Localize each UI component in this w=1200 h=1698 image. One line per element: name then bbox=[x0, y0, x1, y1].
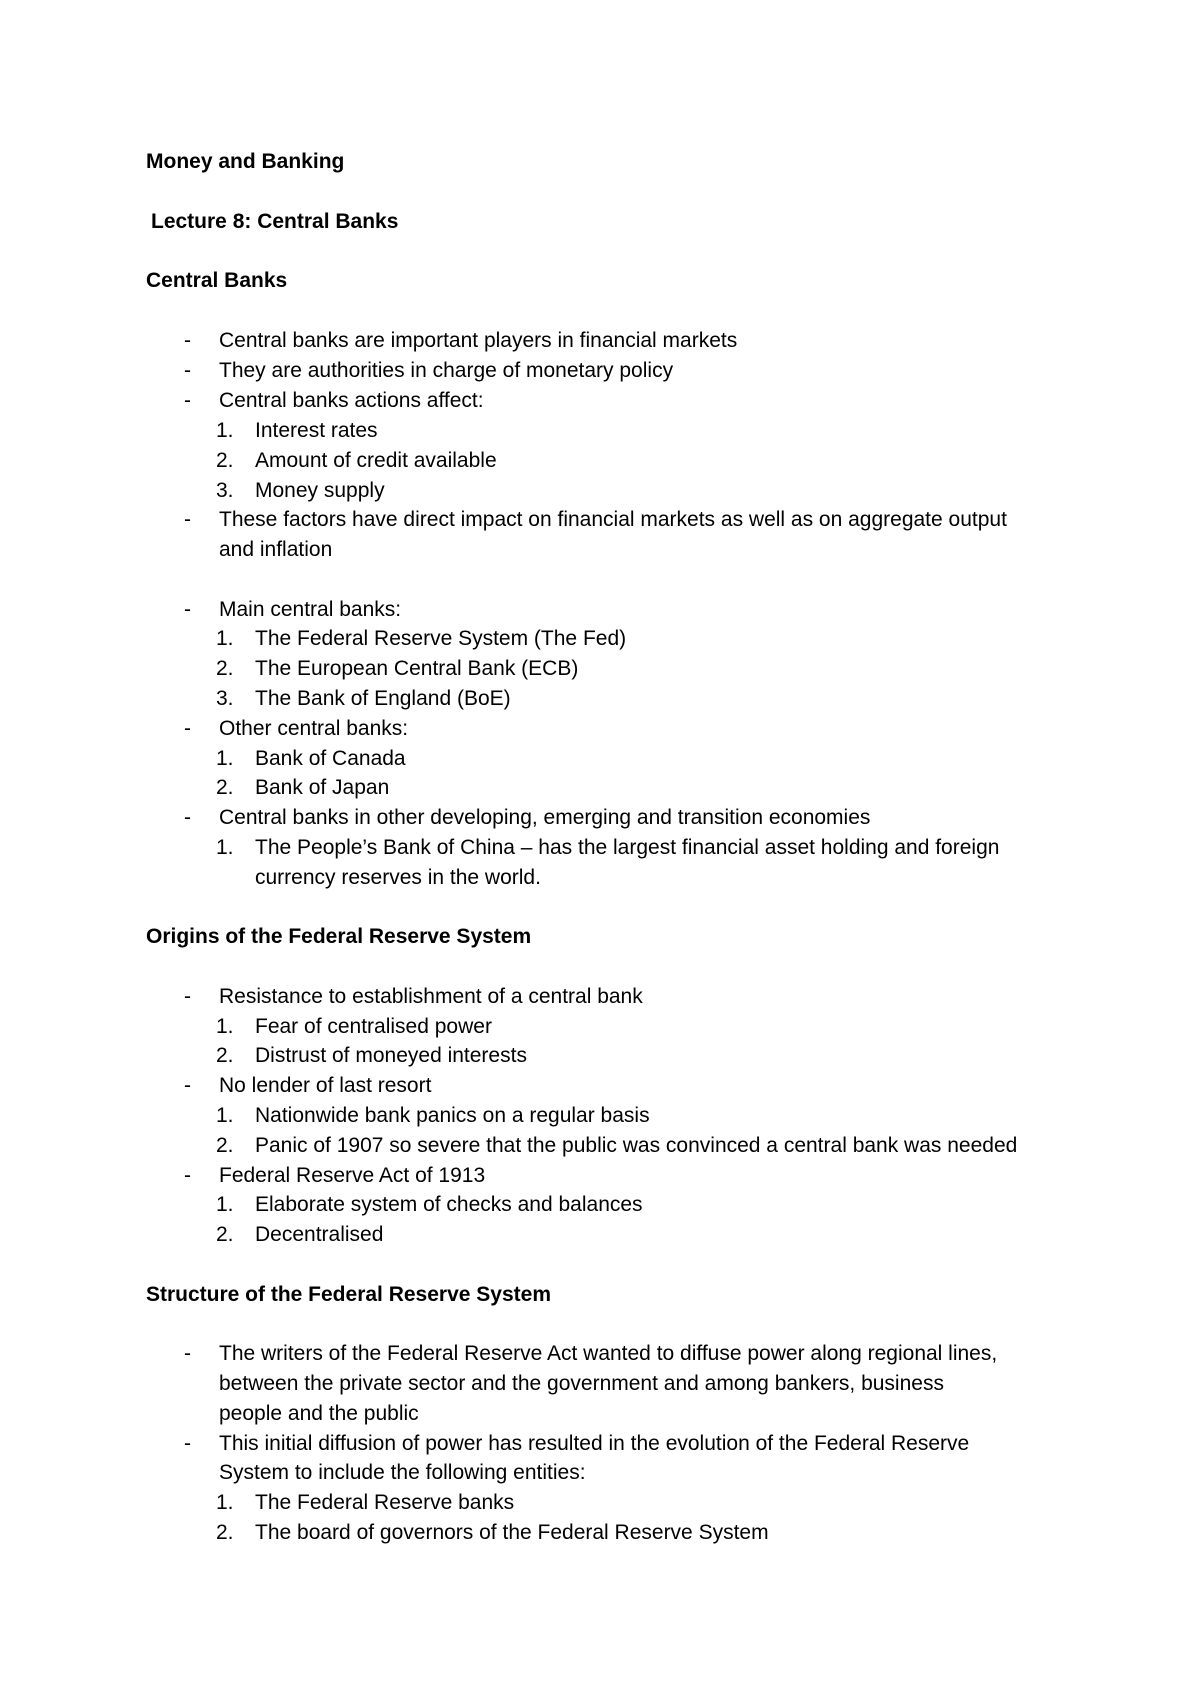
bullet-text: This initial diffusion of power has resulted in the evolution of the Federal Reserve bbox=[219, 1432, 970, 1455]
number-marker: 2. bbox=[216, 1521, 234, 1544]
bullet-text: They are authorities in charge of monetary policy bbox=[219, 359, 674, 382]
numbered-item-text: Distrust of moneyed interests bbox=[255, 1044, 527, 1067]
dash-bullet: - bbox=[184, 389, 191, 412]
numbered-item-text: Amount of credit available bbox=[255, 449, 497, 472]
bullet-text-continuation: and inflation bbox=[219, 538, 333, 561]
numbered-item-text: The Federal Reserve System (The Fed) bbox=[255, 627, 627, 650]
bullet-text-continuation: people and the public bbox=[219, 1402, 419, 1425]
number-marker: 1. bbox=[216, 1015, 234, 1038]
number-marker: 1. bbox=[216, 1104, 234, 1127]
bullet-text: Central banks in other developing, emerging and transition economies bbox=[219, 806, 871, 829]
numbered-item-text: Panic of 1907 so severe that the public was convinced a central bank was needed bbox=[255, 1134, 1018, 1157]
dash-bullet: - bbox=[184, 598, 191, 621]
bullet-text: Federal Reserve Act of 1913 bbox=[219, 1164, 486, 1187]
bullet-text: Other central banks: bbox=[219, 717, 409, 740]
course-title: Money and Banking bbox=[146, 150, 345, 173]
bullet-text-continuation: System to include the following entities: bbox=[219, 1461, 586, 1484]
dash-bullet: - bbox=[184, 806, 191, 829]
lecture-title: Lecture 8: Central Banks bbox=[151, 210, 399, 233]
bullet-text-continuation: between the private sector and the government and among bankers, business bbox=[219, 1372, 944, 1395]
numbered-item-text-continuation: currency reserves in the world. bbox=[255, 866, 541, 889]
dash-bullet: - bbox=[184, 359, 191, 382]
dash-bullet: - bbox=[184, 1432, 191, 1455]
dash-bullet: - bbox=[184, 985, 191, 1008]
numbered-item-text: Decentralised bbox=[255, 1223, 384, 1246]
dash-bullet: - bbox=[184, 717, 191, 740]
number-marker: 3. bbox=[216, 687, 234, 710]
bullet-text: These factors have direct impact on financial markets as well as on aggregate output bbox=[219, 508, 1007, 531]
numbered-item-text: Money supply bbox=[255, 479, 385, 502]
number-marker: 1. bbox=[216, 627, 234, 650]
number-marker: 2. bbox=[216, 657, 234, 680]
bullet-text: Central banks actions affect: bbox=[219, 389, 484, 412]
dash-bullet: - bbox=[184, 508, 191, 531]
section-heading-central-banks: Central Banks bbox=[146, 269, 288, 292]
section-heading-origins: Origins of the Federal Reserve System bbox=[146, 925, 532, 948]
dash-bullet: - bbox=[184, 1164, 191, 1187]
number-marker: 2. bbox=[216, 1134, 234, 1157]
number-marker: 1. bbox=[216, 747, 234, 770]
numbered-item-text: The European Central Bank (ECB) bbox=[255, 657, 579, 680]
numbered-item-text: Bank of Japan bbox=[255, 776, 390, 799]
section-heading-structure: Structure of the Federal Reserve System bbox=[146, 1283, 551, 1306]
number-marker: 1. bbox=[216, 419, 234, 442]
bullet-text: Central banks are important players in financial markets bbox=[219, 329, 738, 352]
bullet-text: No lender of last resort bbox=[219, 1074, 432, 1097]
number-marker: 2. bbox=[216, 1044, 234, 1067]
number-marker: 1. bbox=[216, 836, 234, 859]
numbered-item-text: The Federal Reserve banks bbox=[255, 1491, 515, 1514]
number-marker: 2. bbox=[216, 1223, 234, 1246]
numbered-item-text: Bank of Canada bbox=[255, 747, 406, 770]
number-marker: 2. bbox=[216, 449, 234, 472]
dash-bullet: - bbox=[184, 1342, 191, 1365]
numbered-item-text: Interest rates bbox=[255, 419, 378, 442]
numbered-item-text: The Bank of England (BoE) bbox=[255, 687, 511, 710]
number-marker: 3. bbox=[216, 479, 234, 502]
numbered-item-text: Fear of centralised power bbox=[255, 1015, 492, 1038]
numbered-item-text: Elaborate system of checks and balances bbox=[255, 1193, 643, 1216]
number-marker: 1. bbox=[216, 1491, 234, 1514]
bullet-text: Resistance to establishment of a central bank bbox=[219, 985, 643, 1008]
numbered-item-text: The board of governors of the Federal Reserve System bbox=[255, 1521, 769, 1544]
bullet-text: The writers of the Federal Reserve Act wanted to diffuse power along regional lines, bbox=[219, 1342, 998, 1365]
dash-bullet: - bbox=[184, 329, 191, 352]
numbered-item-text: Nationwide bank panics on a regular basis bbox=[255, 1104, 650, 1127]
number-marker: 2. bbox=[216, 776, 234, 799]
dash-bullet: - bbox=[184, 1074, 191, 1097]
numbered-item-text: The People’s Bank of China – has the largest financial asset holding and foreign bbox=[255, 836, 1000, 859]
number-marker: 1. bbox=[216, 1193, 234, 1216]
bullet-text: Main central banks: bbox=[219, 598, 402, 621]
